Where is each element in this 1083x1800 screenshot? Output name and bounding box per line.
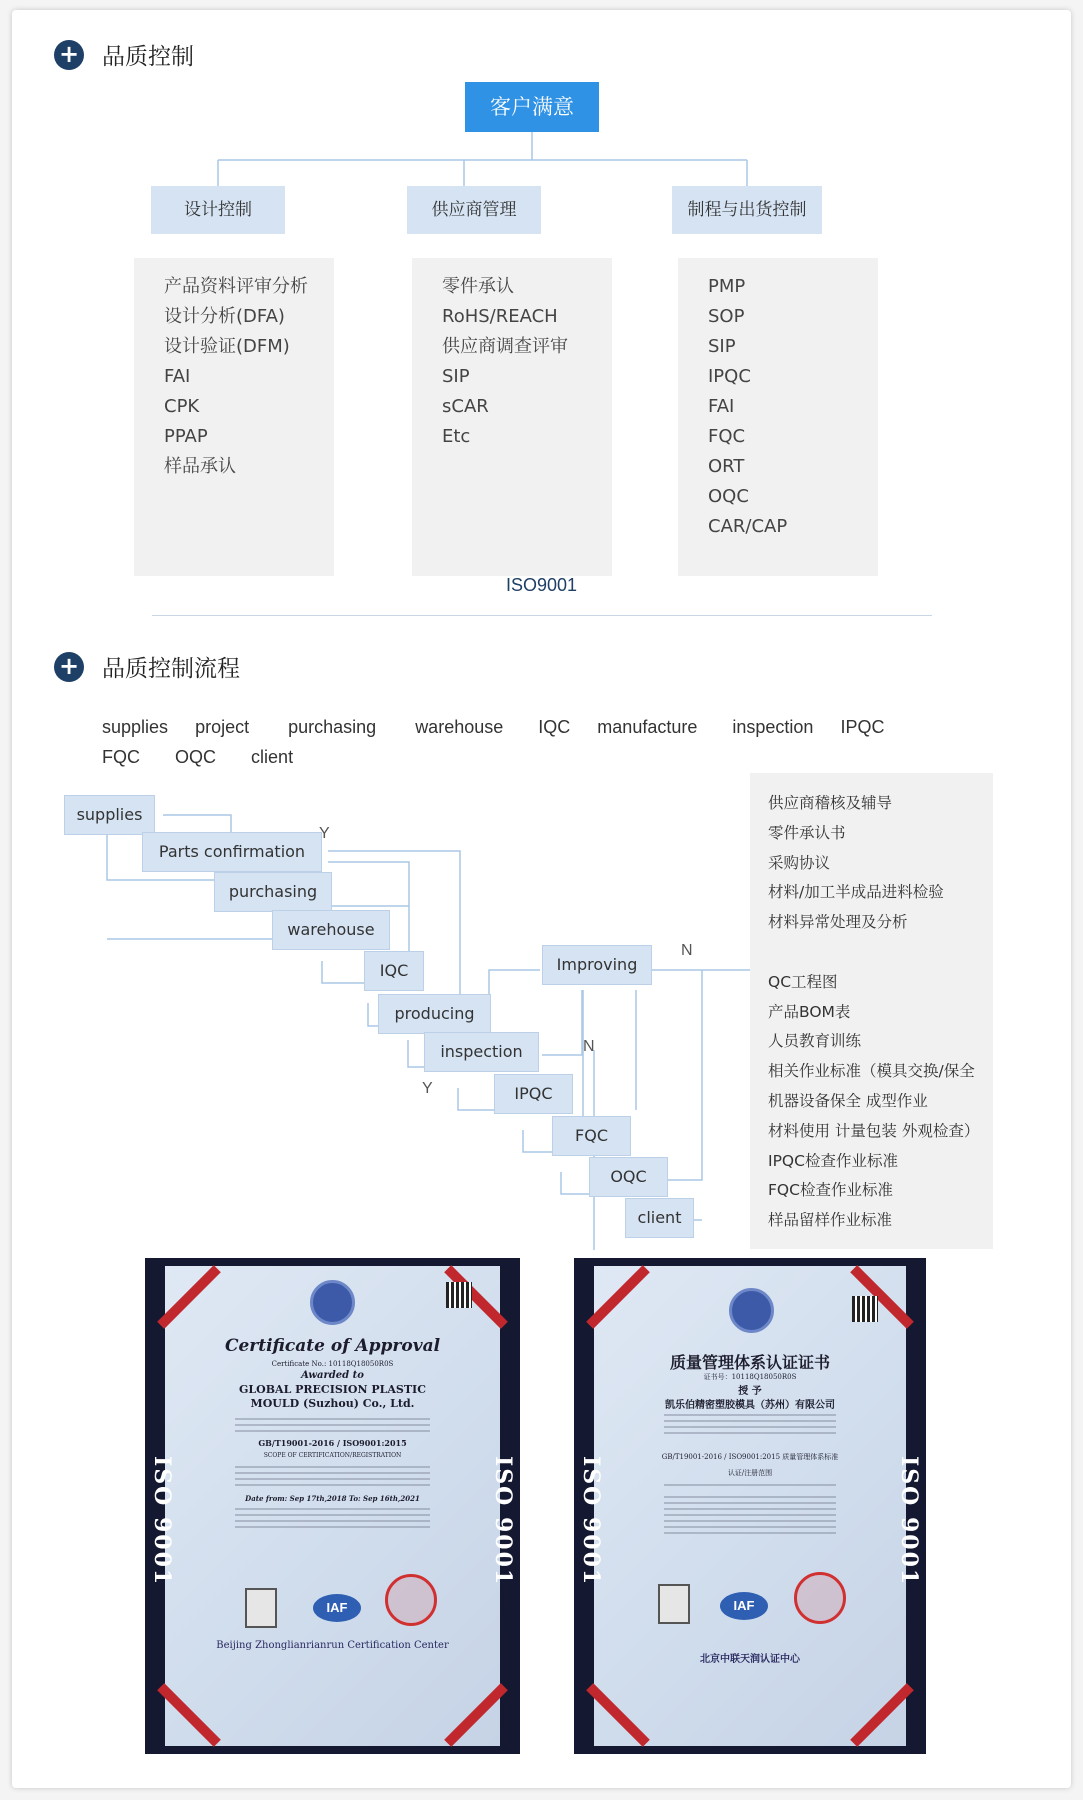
list-item: Etc xyxy=(442,426,471,447)
text-line xyxy=(235,1508,430,1510)
red-corner-ribbon xyxy=(444,1683,508,1747)
cert-number: Certificate No.: 10118Q18050R0S xyxy=(271,1360,394,1368)
list-item: FQC xyxy=(708,426,746,447)
category-supplier-management: 供应商管理 xyxy=(407,186,541,234)
list-item: 零件承认书 xyxy=(768,823,846,842)
flow-purchasing: purchasing xyxy=(214,872,332,912)
list-item: SIP xyxy=(442,366,470,387)
cert-scope-head: SCOPE OF CERTIFICATION/REGISTRATION xyxy=(263,1452,402,1459)
text-line xyxy=(235,1472,430,1474)
cert-title: 质量管理体系认证证书 xyxy=(669,1353,830,1372)
process-word: purchasing xyxy=(288,717,377,737)
text-line xyxy=(664,1432,836,1434)
red-seal-icon xyxy=(385,1574,437,1626)
list-item: 相关作业标准（模具交换/保全 xyxy=(768,1062,975,1081)
process-word: project xyxy=(195,717,250,737)
certificate-paper xyxy=(165,1266,500,1746)
process-word: IQC xyxy=(538,717,571,737)
list-item: RoHS/REACH xyxy=(442,306,558,327)
section-title: 品质控制 xyxy=(102,44,194,70)
text-line xyxy=(664,1514,836,1516)
text-line xyxy=(664,1484,836,1486)
cert-awarded: 授 予 xyxy=(738,1386,762,1397)
plus-circle-icon: + xyxy=(54,40,84,70)
process-word: inspection xyxy=(732,717,814,737)
process-word: IPQC xyxy=(840,717,885,737)
list-item: OQC xyxy=(708,486,749,507)
accreditation-mark-icon xyxy=(658,1584,690,1624)
flow-label-n: N xyxy=(583,1038,595,1055)
list-item: IPQC xyxy=(708,366,751,387)
list-item: 人员教育训练 xyxy=(768,1032,862,1051)
text-line xyxy=(235,1478,430,1480)
list-item: CAR/CAP xyxy=(708,516,788,537)
section-title: 品质控制流程 xyxy=(102,656,240,682)
flow-improving: Improving xyxy=(542,945,652,985)
text-line xyxy=(664,1426,836,1428)
cert-number: 证书号：10118Q18050R0S xyxy=(703,1373,797,1381)
list-item: 样品承认 xyxy=(164,456,236,477)
cert-scope-head: 认证/注册范围 xyxy=(727,1469,773,1477)
iso-label: ISO9001 xyxy=(505,575,578,595)
text-line xyxy=(664,1420,836,1422)
flow-label-y: Y xyxy=(319,825,330,842)
list-item: 设计验证(DFM) xyxy=(164,336,290,357)
certificate-paper xyxy=(594,1266,906,1746)
text-line xyxy=(664,1502,836,1504)
list-item: SOP xyxy=(708,306,745,327)
list-item: 设计分析(DFA) xyxy=(164,306,285,327)
flow-parts-confirmation: Parts confirmation xyxy=(142,832,322,872)
process-word: OQC xyxy=(175,747,217,767)
process-word: client xyxy=(251,747,294,767)
flow-iqc: IQC xyxy=(364,951,424,991)
list-item: 产品资料评审分析 xyxy=(164,276,308,297)
red-seal-icon xyxy=(794,1572,846,1624)
flow-ipqc: IPQC xyxy=(494,1074,573,1114)
flow-oqc: OQC xyxy=(589,1157,668,1197)
certification-logo-icon xyxy=(729,1288,774,1333)
flow-inspection: inspection xyxy=(424,1032,539,1072)
list-item: 机器设备保全 成型作业 xyxy=(768,1091,928,1110)
text-line xyxy=(235,1424,430,1426)
iaf-badge: IAF xyxy=(720,1592,768,1620)
list-item: 材料/加工半成品进料检验 xyxy=(768,883,944,902)
list-item: SIP xyxy=(708,336,736,357)
cert-side-iso: ISO 9001 xyxy=(149,1456,175,1587)
customer-satisfaction-box: 客户满意 xyxy=(465,82,599,132)
red-corner-ribbon xyxy=(850,1683,914,1747)
red-corner-ribbon xyxy=(586,1683,650,1747)
process-standards-panel xyxy=(750,773,993,1249)
cert-side-iso: ISO 9001 xyxy=(896,1456,922,1587)
list-item: 材料异常处理及分析 xyxy=(768,913,908,932)
list-item: 供应商稽核及辅导 xyxy=(768,794,893,812)
certificate-english-image xyxy=(145,1258,520,1754)
process-word: warehouse xyxy=(415,717,504,737)
qr-code-icon xyxy=(446,1282,472,1308)
text-line xyxy=(664,1526,836,1528)
list-item: 样品留样作业标准 xyxy=(768,1211,893,1230)
flow-label-y: Y xyxy=(422,1080,433,1097)
flow-label-n: N xyxy=(681,942,693,959)
cert-dates: Date from: Sep 17th,2018 To: Sep 16th,2021 xyxy=(245,1494,420,1503)
list-item: PMP xyxy=(708,276,746,297)
list-item: QC工程图 xyxy=(768,972,838,991)
iaf-badge: IAF xyxy=(313,1594,361,1622)
content-card xyxy=(12,10,1071,1788)
list-item: PPAP xyxy=(164,426,208,447)
text-line xyxy=(664,1532,836,1534)
cert-footer: 北京中联天润认证中心 xyxy=(700,1654,800,1665)
category-design-control: 设计控制 xyxy=(151,186,285,234)
text-line xyxy=(664,1520,836,1522)
text-line xyxy=(235,1466,430,1468)
process-word: manufacture xyxy=(597,717,698,737)
text-line xyxy=(664,1414,836,1416)
text-line xyxy=(664,1496,836,1498)
cert-side-iso: ISO 9001 xyxy=(490,1456,516,1587)
cert-awarded: Awarded to xyxy=(301,1370,364,1381)
list-item: FAI xyxy=(164,366,191,387)
list-item: ORT xyxy=(708,456,745,477)
process-word: FQC xyxy=(102,747,140,767)
flow-supplies: supplies xyxy=(64,795,155,835)
list-item: 产品BOM表 xyxy=(768,1002,851,1021)
certification-logo-icon xyxy=(310,1280,355,1325)
qr-code-icon xyxy=(852,1296,878,1322)
list-item: 供应商调查评审 xyxy=(442,336,568,357)
list-item: FAI xyxy=(708,396,735,417)
text-line xyxy=(235,1418,430,1420)
list-item: FQC检查作业标准 xyxy=(768,1181,893,1200)
text-line xyxy=(235,1526,430,1528)
text-line xyxy=(235,1430,430,1432)
cert-company: GLOBAL PRECISION PLASTIC MOULD (Suzhou) Co., Ltd. xyxy=(239,1383,426,1410)
list-item: CPK xyxy=(164,396,200,417)
list-item: 零件承认 xyxy=(442,276,514,297)
process-word: supplies xyxy=(102,717,169,737)
flow-warehouse: warehouse xyxy=(272,910,390,950)
text-line xyxy=(235,1514,430,1516)
list-item: sCAR xyxy=(442,396,489,417)
list-item: IPQC检查作业标准 xyxy=(768,1151,898,1170)
list-item: 采购协议 xyxy=(768,853,831,872)
cert-title: Certificate of Approval xyxy=(224,1336,441,1356)
text-line xyxy=(664,1508,836,1510)
flow-client: client xyxy=(625,1198,694,1238)
spacer xyxy=(768,938,993,968)
red-corner-ribbon xyxy=(586,1265,650,1329)
cert-company: 凯乐伯精密塑胶模具（苏州）有限公司 xyxy=(665,1400,835,1411)
category-process-shipping: 制程与出货控制 xyxy=(672,186,822,234)
flow-fqc: FQC xyxy=(552,1116,631,1156)
text-line xyxy=(235,1520,430,1522)
cert-standard: GB/T19001-2016 / ISO9001:2015 质量管理体系标准 xyxy=(661,1453,839,1461)
flow-producing: producing xyxy=(378,994,491,1034)
red-corner-ribbon xyxy=(157,1265,221,1329)
list-item: 材料使用 计量包装 外观检查） xyxy=(768,1121,980,1140)
accreditation-mark-icon xyxy=(245,1588,277,1628)
red-corner-ribbon xyxy=(157,1683,221,1747)
plus-circle-icon: + xyxy=(54,652,84,682)
certificate-chinese-image xyxy=(574,1258,926,1754)
cert-side-iso: ISO 9001 xyxy=(578,1456,604,1587)
text-line xyxy=(235,1484,430,1486)
cert-footer: Beijing Zhonglianrianrun Certification Center xyxy=(216,1640,449,1651)
cert-standard: GB/T19001-2016 / ISO9001:2015 xyxy=(258,1438,407,1448)
